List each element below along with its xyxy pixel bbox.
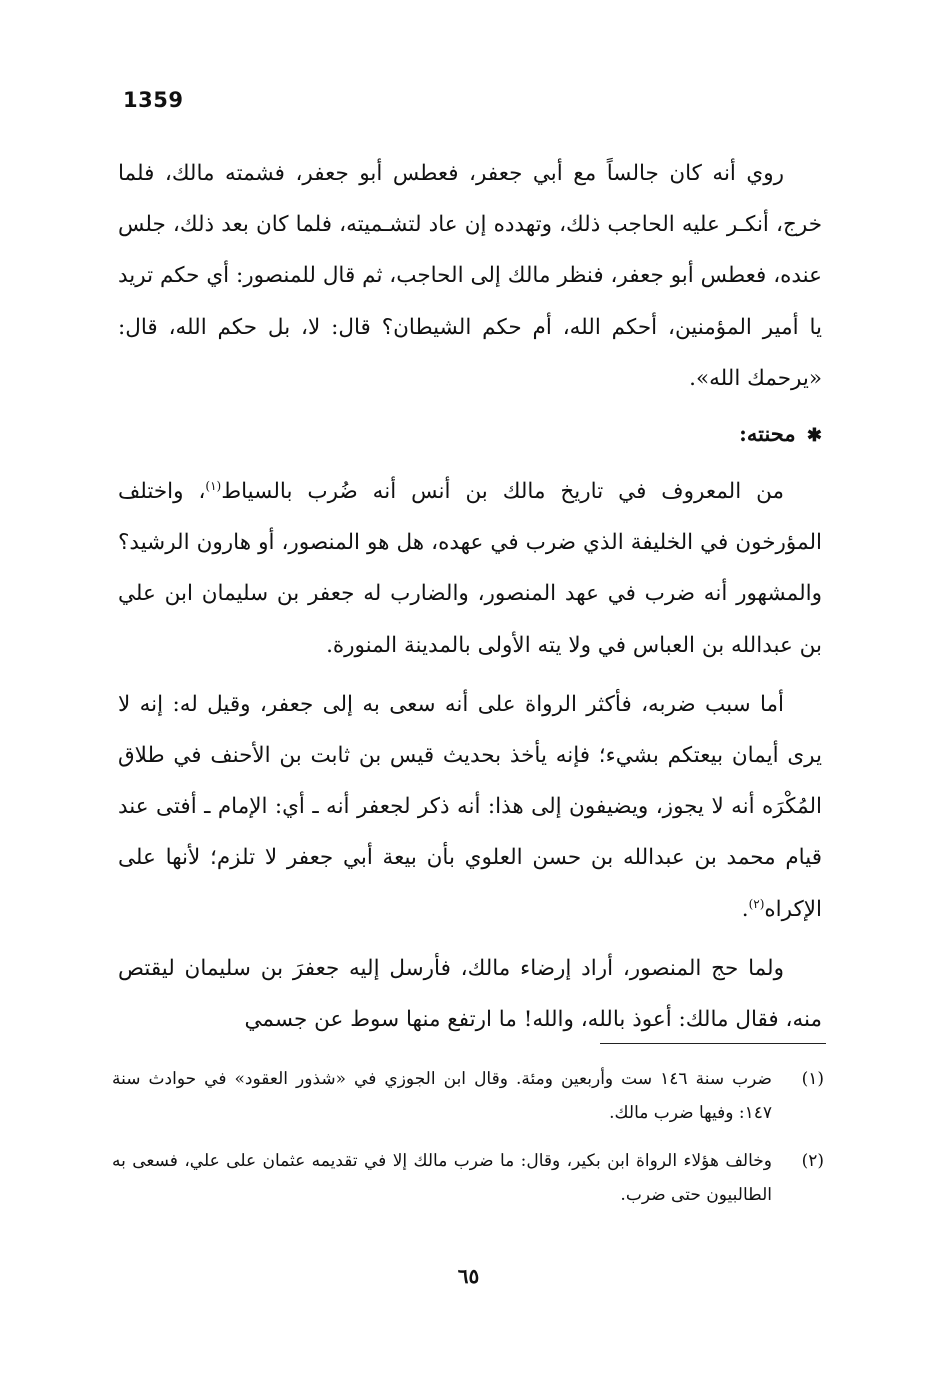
paragraph-2-text-b: ، واختلف المؤرخون في الخليفة الذي ضرب في عهده، هل هو المنصور، أو هارون الرشيد؟ والمشهور أنه ضرب في عهد المنصور، والضارب له جعفر بن سليمان ابن علي بن عبدالله بن العباس في ولا يته الأولى بالمدينة المنورة. <box>118 479 822 658</box>
asterisk-icon: ✱ <box>806 425 822 447</box>
main-text <box>118 148 822 1053</box>
footnote-number: (٢) <box>801 1151 824 1171</box>
section-heading <box>118 412 822 458</box>
paragraph-4: ولما حج المنصور، أراد إرضاء مالك، فأرسل إليه جعفرَ بن سليمان ليقتص منه، فقال مالك: أعوذ بالله، والله! ما ارتفع منها سوط عن جسمي <box>118 955 822 1033</box>
footnote-number: (١) <box>801 1069 824 1089</box>
paragraph-1: روي أنه كان جالساً مع أبي جعفر، فعطس أبو جعفر، فشمته مالك، فلما خرج، أنكـر عليه الحاجب ذلك، وتهدده إن عاد لتشـميته، فلما كان بعد ذلك، جلس عنده، فعطس أبو جعفر، فنظر مالك إلى الحاجب، ثم قال للمنصور: أي حكم تريد يا أمير المؤمنين، أحكم الله، أم حكم الشيطان؟ قال: لا، بل حكم الله، قال: «يرحمك الله». <box>118 161 822 391</box>
footnote-1 <box>112 1062 824 1130</box>
footnote-text: وخالف هؤلاء الرواة ابن بكير، وقال: ما ضرب مالك إلا في تقديمه عثمان على علي، فسعى به الطالبيون حتى ضرب. <box>112 1151 772 1205</box>
paragraph-2-text-a: من المعروف في تاريخ مالك بن أنس أنه ضُرب بالسياط <box>221 479 785 505</box>
section-heading-text: محنته: <box>739 421 796 447</box>
footnote-ref-1[interactable]: (١) <box>205 478 222 493</box>
footnote-text: ضرب سنة ١٤٦ ست وأربعين ومئة. وقال ابن الجوزي في «شذور العقود» في حوادث سنة ١٤٧: وفيها ضرب مالك. <box>112 1069 772 1123</box>
paragraph-3 <box>118 679 822 935</box>
page-number-bottom: ٦٥ <box>457 1264 480 1288</box>
footnotes <box>112 1062 824 1226</box>
footnote-2 <box>112 1144 824 1212</box>
paragraph-3-text-b: . <box>741 896 749 922</box>
footnote-divider <box>600 1043 826 1044</box>
footnote-ref-2[interactable]: (٢) <box>748 896 765 911</box>
paragraph-2 <box>118 466 822 671</box>
page-number-top: 1359 <box>123 88 184 112</box>
paragraph-3-text-a: أما سبب ضربه، فأكثر الرواة على أنه سعى به إلى جعفر، وقيل له: إنه لا يرى أيمان بيعتكم بشيء؛ فإنه يأخذ بحديث قيس بن ثابت بن الأحنف في طلاق المُكْرَه أنه لا يجوز، ويضيفون إلى هذا: أنه ذكر لجعفر أنه ـ أي: الإمام ـ أفتى عند قيام محمد بن عبدالله بن حسن العلوي بأن بيعة أبي جعفر لا تلزم؛ لأنها على الإكراه <box>118 691 822 922</box>
